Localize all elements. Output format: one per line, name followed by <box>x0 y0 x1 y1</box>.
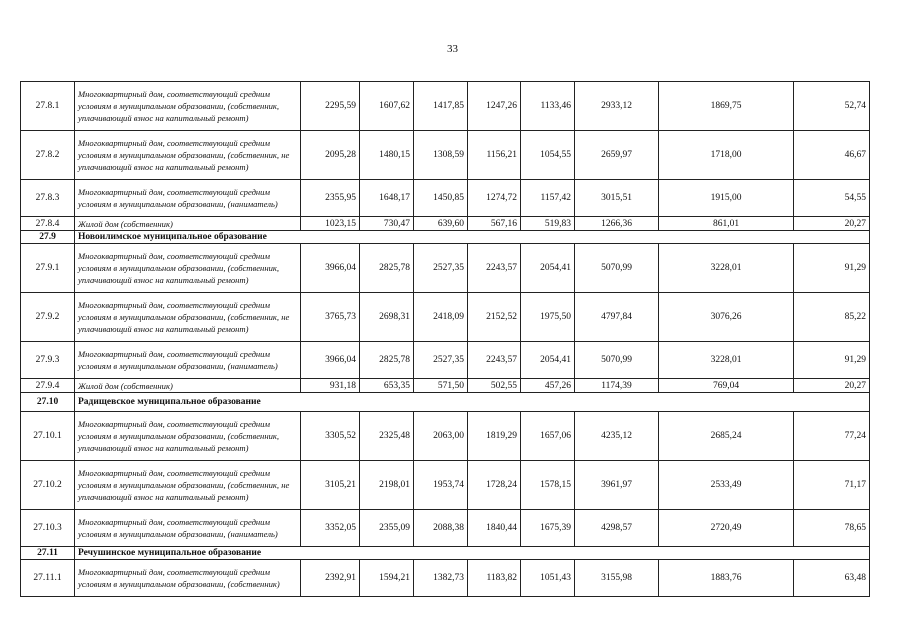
value-cell-v7: 2720,49 <box>659 510 794 547</box>
value-cell-v2: 2698,31 <box>360 293 414 342</box>
value-cell-v1: 931,18 <box>301 379 360 393</box>
value-cell-v2: 2825,78 <box>360 244 414 293</box>
value-cell-v8: 52,74 <box>794 82 870 131</box>
table-row <box>21 560 870 597</box>
group-code: 27.11 <box>21 547 75 560</box>
value-cell-v8: 71,17 <box>794 461 870 510</box>
row-description: Многоквартирный дом, соответствующий средним условиям в муниципальном образовании, (собственник) <box>75 560 301 597</box>
row-code: 27.9.1 <box>21 244 75 293</box>
value-cell-v3: 2063,00 <box>414 412 468 461</box>
value-cell-v4: 2243,57 <box>468 244 521 293</box>
row-code: 27.9.2 <box>21 293 75 342</box>
value-cell-v8: 20,27 <box>794 379 870 393</box>
table-row <box>21 82 870 131</box>
value-cell-v5: 2054,41 <box>521 342 575 379</box>
value-cell-v8: 91,29 <box>794 244 870 293</box>
table-row <box>21 342 870 379</box>
row-description: Жилой дом (собственник) <box>75 379 301 393</box>
value-cell-v2: 1480,15 <box>360 131 414 180</box>
value-cell-v8: 63,48 <box>794 560 870 597</box>
value-cell-v4: 1819,29 <box>468 412 521 461</box>
value-cell-v5: 1975,50 <box>521 293 575 342</box>
value-cell-v4: 1156,21 <box>468 131 521 180</box>
value-cell-v6: 4797,84 <box>575 293 659 342</box>
value-cell-v6: 3015,51 <box>575 180 659 217</box>
value-cell-v6: 2659,97 <box>575 131 659 180</box>
row-description: Многоквартирный дом, соответствующий средним условиям в муниципальном образовании, (наниматель) <box>75 180 301 217</box>
value-cell-v4: 1183,82 <box>468 560 521 597</box>
value-cell-v3: 1953,74 <box>414 461 468 510</box>
value-cell-v3: 639,60 <box>414 217 468 231</box>
value-cell-v2: 2355,09 <box>360 510 414 547</box>
row-code: 27.8.3 <box>21 180 75 217</box>
row-code: 27.10.2 <box>21 461 75 510</box>
value-cell-v6: 5070,99 <box>575 342 659 379</box>
value-cell-v1: 3966,04 <box>301 244 360 293</box>
value-cell-v1: 3765,73 <box>301 293 360 342</box>
row-description: Многоквартирный дом, соответствующий средним условиям в муниципальном образовании, (собственник, уплачивающий взнос на капитальный ремонт) <box>75 244 301 293</box>
value-cell-v7: 1883,76 <box>659 560 794 597</box>
group-title: Новоилимское муниципальное образование <box>75 231 870 244</box>
row-code: 27.8.4 <box>21 217 75 231</box>
value-cell-v7: 2533,49 <box>659 461 794 510</box>
group-code: 27.9 <box>21 231 75 244</box>
row-description: Многоквартирный дом, соответствующий средним условиям в муниципальном образовании, (наниматель) <box>75 342 301 379</box>
value-cell-v7: 3228,01 <box>659 342 794 379</box>
group-title: Радищевское муниципальное образование <box>75 393 870 412</box>
value-cell-v7: 1718,00 <box>659 131 794 180</box>
value-cell-v5: 1054,55 <box>521 131 575 180</box>
value-cell-v2: 653,35 <box>360 379 414 393</box>
value-cell-v5: 1675,39 <box>521 510 575 547</box>
row-description: Многоквартирный дом, соответствующий средним условиям в муниципальном образовании, (собственник, уплачивающий взнос на капитальный ремонт) <box>75 412 301 461</box>
table-row <box>21 131 870 180</box>
row-code: 27.11.1 <box>21 560 75 597</box>
value-cell-v1: 3966,04 <box>301 342 360 379</box>
row-code: 27.10.1 <box>21 412 75 461</box>
value-cell-v5: 457,26 <box>521 379 575 393</box>
value-cell-v2: 2198,01 <box>360 461 414 510</box>
value-cell-v7: 1869,75 <box>659 82 794 131</box>
table-row <box>21 180 870 217</box>
group-row <box>21 231 870 244</box>
value-cell-v8: 54,55 <box>794 180 870 217</box>
table-row <box>21 293 870 342</box>
table-body <box>21 82 870 597</box>
value-cell-v4: 1840,44 <box>468 510 521 547</box>
value-cell-v3: 2527,35 <box>414 244 468 293</box>
row-code: 27.8.2 <box>21 131 75 180</box>
value-cell-v6: 4298,57 <box>575 510 659 547</box>
value-cell-v1: 2355,95 <box>301 180 360 217</box>
value-cell-v2: 2325,48 <box>360 412 414 461</box>
table-row <box>21 461 870 510</box>
value-cell-v1: 1023,15 <box>301 217 360 231</box>
value-cell-v4: 1728,24 <box>468 461 521 510</box>
value-cell-v5: 1578,15 <box>521 461 575 510</box>
value-cell-v4: 1247,26 <box>468 82 521 131</box>
page-number: 33 <box>447 43 458 55</box>
value-cell-v6: 3155,98 <box>575 560 659 597</box>
value-cell-v3: 571,50 <box>414 379 468 393</box>
value-cell-v5: 1657,06 <box>521 412 575 461</box>
table-row <box>21 217 870 231</box>
row-description: Многоквартирный дом, соответствующий средним условиям в муниципальном образовании, (наниматель) <box>75 510 301 547</box>
value-cell-v4: 2243,57 <box>468 342 521 379</box>
row-description: Многоквартирный дом, соответствующий средним условиям в муниципальном образовании, (собственник, не уплачивающий взнос на капитальный ремонт) <box>75 461 301 510</box>
value-cell-v3: 1308,59 <box>414 131 468 180</box>
value-cell-v3: 2088,38 <box>414 510 468 547</box>
value-cell-v1: 3305,52 <box>301 412 360 461</box>
table-row <box>21 412 870 461</box>
value-cell-v6: 1266,36 <box>575 217 659 231</box>
value-cell-v1: 2392,91 <box>301 560 360 597</box>
row-description: Многоквартирный дом, соответствующий средним условиям в муниципальном образовании, (собственник, не уплачивающий взнос на капитальный ремонт) <box>75 293 301 342</box>
row-description: Многоквартирный дом, соответствующий средним условиям в муниципальном образовании, (собственник, не уплачивающий взнос на капитальный ремонт) <box>75 131 301 180</box>
value-cell-v3: 1450,85 <box>414 180 468 217</box>
value-cell-v7: 1915,00 <box>659 180 794 217</box>
row-code: 27.8.1 <box>21 82 75 131</box>
value-cell-v5: 1133,46 <box>521 82 575 131</box>
value-cell-v3: 1382,73 <box>414 560 468 597</box>
row-description: Жилой дом (собственник) <box>75 217 301 231</box>
value-cell-v2: 1594,21 <box>360 560 414 597</box>
table-row <box>21 244 870 293</box>
group-row <box>21 393 870 412</box>
value-cell-v8: 77,24 <box>794 412 870 461</box>
row-code: 27.9.3 <box>21 342 75 379</box>
value-cell-v3: 2527,35 <box>414 342 468 379</box>
row-description: Многоквартирный дом, соответствующий средним условиям в муниципальном образовании, (собственник, уплачивающий взнос на капитальный ремонт) <box>75 82 301 131</box>
value-cell-v8: 85,22 <box>794 293 870 342</box>
table-row <box>21 379 870 393</box>
value-cell-v3: 1417,85 <box>414 82 468 131</box>
row-code: 27.9.4 <box>21 379 75 393</box>
value-cell-v4: 1274,72 <box>468 180 521 217</box>
value-cell-v1: 2295,59 <box>301 82 360 131</box>
value-cell-v8: 20,27 <box>794 217 870 231</box>
group-title: Речушинское муниципальное образование <box>75 547 870 560</box>
value-cell-v2: 1607,62 <box>360 82 414 131</box>
value-cell-v1: 3105,21 <box>301 461 360 510</box>
value-cell-v4: 2152,52 <box>468 293 521 342</box>
value-cell-v7: 3076,26 <box>659 293 794 342</box>
value-cell-v5: 519,83 <box>521 217 575 231</box>
value-cell-v6: 2933,12 <box>575 82 659 131</box>
value-cell-v6: 3961,97 <box>575 461 659 510</box>
value-cell-v4: 502,55 <box>468 379 521 393</box>
value-cell-v6: 5070,99 <box>575 244 659 293</box>
value-cell-v2: 2825,78 <box>360 342 414 379</box>
value-cell-v6: 1174,39 <box>575 379 659 393</box>
value-cell-v8: 78,65 <box>794 510 870 547</box>
tariff-table <box>20 81 870 597</box>
value-cell-v2: 1648,17 <box>360 180 414 217</box>
value-cell-v2: 730,47 <box>360 217 414 231</box>
value-cell-v7: 769,04 <box>659 379 794 393</box>
row-code: 27.10.3 <box>21 510 75 547</box>
value-cell-v5: 2054,41 <box>521 244 575 293</box>
value-cell-v5: 1157,42 <box>521 180 575 217</box>
value-cell-v6: 4235,12 <box>575 412 659 461</box>
value-cell-v7: 2685,24 <box>659 412 794 461</box>
table-row <box>21 510 870 547</box>
value-cell-v3: 2418,09 <box>414 293 468 342</box>
value-cell-v1: 2095,28 <box>301 131 360 180</box>
value-cell-v7: 3228,01 <box>659 244 794 293</box>
value-cell-v7: 861,01 <box>659 217 794 231</box>
value-cell-v1: 3352,05 <box>301 510 360 547</box>
value-cell-v5: 1051,43 <box>521 560 575 597</box>
group-code: 27.10 <box>21 393 75 412</box>
value-cell-v8: 91,29 <box>794 342 870 379</box>
value-cell-v8: 46,67 <box>794 131 870 180</box>
value-cell-v4: 567,16 <box>468 217 521 231</box>
group-row <box>21 547 870 560</box>
